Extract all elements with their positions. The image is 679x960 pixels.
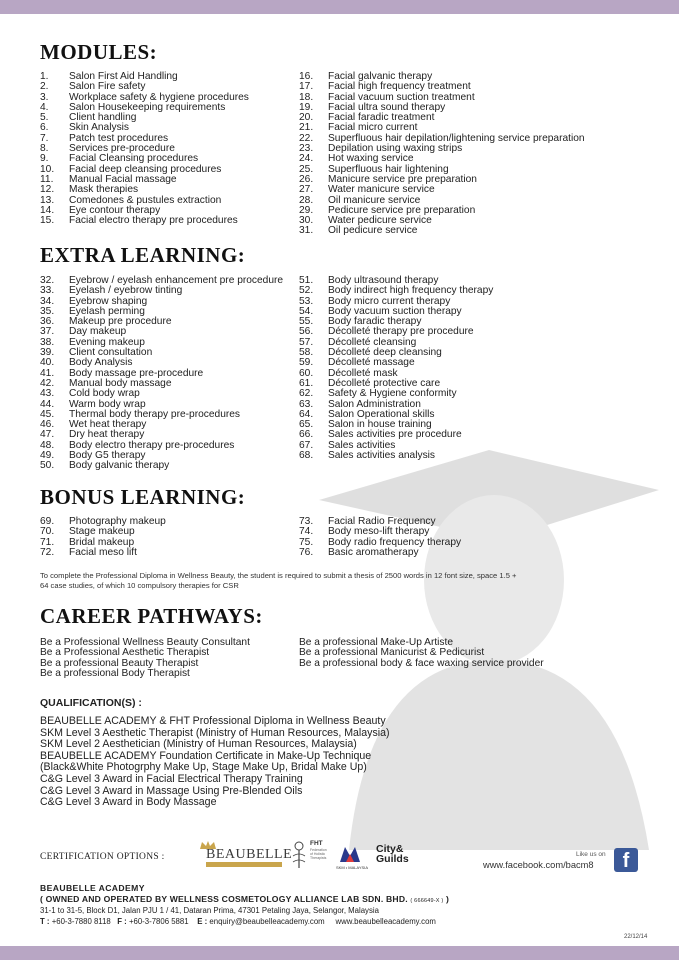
item-number: 55. <box>299 316 314 328</box>
item-text: Body electro therapy pre-procedures <box>69 439 235 451</box>
facebook-url-link[interactable]: www.facebook.com/bacm8 <box>483 860 594 870</box>
item-text: Salon First Aid Handling <box>69 71 178 82</box>
item-number: 67. <box>299 439 314 451</box>
item-number: 51. <box>299 275 314 286</box>
item-number: 14. <box>40 204 55 216</box>
extra-learning-list-right <box>299 276 493 461</box>
item-number: 2. <box>40 81 49 93</box>
phone-number: +60-3-7880 8118 <box>51 917 111 927</box>
item-number: 8. <box>40 143 49 155</box>
item-text: Patch test procedures <box>69 132 169 144</box>
item-number: 35. <box>40 305 55 317</box>
item-text: Facial ultra sound therapy <box>328 101 446 113</box>
item-number: 69. <box>40 516 55 527</box>
item-text: Décolleté massage <box>328 357 415 369</box>
item-number: 34. <box>40 295 55 307</box>
extra-learning-item <box>299 451 493 461</box>
item-number: 59. <box>299 357 314 369</box>
item-text: Safety & Hygiene conformity <box>328 388 457 400</box>
item-text: Dry heat therapy <box>69 429 145 441</box>
item-text: Manual Facial massage <box>69 173 177 185</box>
career-list-right <box>299 638 544 669</box>
footer-contact <box>40 883 449 928</box>
item-text: Depilation using waxing strips <box>328 143 463 155</box>
item-number: 65. <box>299 419 314 431</box>
qualification-item: C&G Level 3 Award in Massage Using Pre-Blended Oils <box>40 784 303 797</box>
bottom-band <box>0 946 679 960</box>
item-number: 6. <box>40 122 49 134</box>
item-text: Client handling <box>69 112 137 124</box>
item-number: 12. <box>40 184 55 196</box>
item-number: 3. <box>40 91 49 103</box>
qualification-item: SKM Level 3 Aesthetic Therapist (Ministry of Human Resources, Malaysia) <box>40 726 390 739</box>
item-number: 37. <box>40 326 55 338</box>
item-text: Body faradic therapy <box>328 316 422 328</box>
item-number: 22. <box>299 132 314 144</box>
qualification-item: (Black&White Photogrphy Make Up, Stage Make Up, Bridal Make Up) <box>40 761 367 774</box>
item-number: 54. <box>299 305 314 317</box>
item-number: 19. <box>299 101 314 113</box>
item-number: 58. <box>299 347 314 359</box>
item-number: 46. <box>40 419 55 431</box>
email-link[interactable]: enquiry@beaubelleacademy.com <box>209 917 325 927</box>
item-text: Eyelash perming <box>69 305 145 317</box>
item-text: Facial Radio Frequency <box>328 516 436 527</box>
item-text: Facial galvanic therapy <box>328 71 433 82</box>
skm-emblem-icon <box>338 844 362 864</box>
item-number: 39. <box>40 347 55 359</box>
item-text: Manicure service pre preparation <box>328 173 477 185</box>
item-number: 70. <box>40 526 55 538</box>
item-number: 76. <box>299 546 314 558</box>
academy-name: BEAUBELLE ACADEMY <box>40 883 145 893</box>
item-text: Sales activities analysis <box>328 450 436 462</box>
item-text: Oil pedicure service <box>328 225 418 237</box>
qualification-item: C&G Level 3 Award in Facial Electrical Therapy Training <box>40 772 303 785</box>
item-text: Body massage pre-procedure <box>69 367 204 379</box>
item-text: Facial electro therapy pre procedures <box>69 215 238 227</box>
item-text: Water pedicure service <box>328 215 432 227</box>
item-text: Stage makeup <box>69 526 135 538</box>
item-number: 68. <box>299 450 314 462</box>
item-text: Eyelash / eyebrow tinting <box>69 285 183 297</box>
item-number: 28. <box>299 194 314 206</box>
item-text: Body galvanic therapy <box>69 460 170 472</box>
item-number: 47. <box>40 429 55 441</box>
item-number: 33. <box>40 285 55 297</box>
item-text: Body Analysis <box>69 357 133 369</box>
item-text: Body vacuum suction therapy <box>328 305 462 317</box>
item-text: Décolleté cleansing <box>328 336 417 348</box>
item-text: Oil manicure service <box>328 194 421 206</box>
item-number: 18. <box>299 91 314 103</box>
like-us-label: Like us on <box>576 851 606 858</box>
item-number: 16. <box>299 71 314 82</box>
top-band <box>0 0 679 14</box>
item-text: Facial micro current <box>328 122 418 134</box>
item-text: Day makeup <box>69 326 127 338</box>
item-number: 1. <box>40 71 49 82</box>
city-and-guilds-logo: City& Guilds <box>376 843 409 865</box>
item-text: Superfluous hair lightening <box>328 163 449 175</box>
fax-number: +60-3-7806 5881 <box>128 917 189 927</box>
item-text: Thermal body therapy pre-procedures <box>69 408 241 420</box>
item-text: Basic aromatherapy <box>328 546 419 558</box>
item-number: 63. <box>299 398 314 410</box>
item-number: 20. <box>299 112 314 124</box>
item-text: Facial deep cleansing procedures <box>69 163 222 175</box>
career-item: Be a Professional Wellness Beauty Consultant <box>40 637 250 648</box>
item-number: 41. <box>40 367 55 379</box>
qualification-item: SKM Level 2 Aesthetician (Ministry of Human Resources, Malaysia) <box>40 738 357 751</box>
item-text: Warm body wrap <box>69 398 146 410</box>
item-number: 9. <box>40 153 49 165</box>
item-number: 71. <box>40 536 55 548</box>
qualifications-heading: QUALIFICATION(S) : <box>40 697 142 709</box>
item-number: 45. <box>40 408 55 420</box>
qualification-item: BEAUBELLE ACADEMY Foundation Certificate in Make-Up Technique <box>40 749 372 762</box>
item-number: 36. <box>40 316 55 328</box>
item-text: Hot waxing service <box>328 153 414 165</box>
bonus-learning-heading: BONUS LEARNING: <box>40 485 246 509</box>
item-number: 60. <box>299 367 314 379</box>
item-text: Services pre-procedure <box>69 143 175 155</box>
qualifications-list <box>40 716 390 809</box>
item-text: Makeup pre procedure <box>69 316 172 328</box>
item-number: 31. <box>299 225 314 237</box>
item-text: Eyebrow shaping <box>69 295 148 307</box>
item-text: Facial vacuum suction treatment <box>328 91 475 103</box>
item-text: Client consultation <box>69 347 153 359</box>
item-text: Décolleté therapy pre procedure <box>328 326 474 338</box>
career-pathways-heading: CAREER PATHWAYS: <box>40 604 263 628</box>
item-number: 4. <box>40 101 49 113</box>
owner-statement: ( OWNED AND OPERATED BY WELLNESS COSMETOLOGY ALLIANCE LAB SDN. BHD. ( 666649-X ) ) <box>40 893 450 904</box>
item-number: 61. <box>299 377 314 389</box>
bonus-learning-list-right <box>299 517 461 558</box>
item-number: 52. <box>299 285 314 297</box>
item-number: 42. <box>40 377 55 389</box>
item-number: 11. <box>40 173 54 185</box>
skm-malaysia-logo: SKM • MALAYSIA <box>338 844 362 872</box>
item-text: Facial faradic treatment <box>328 112 435 124</box>
module-item <box>40 216 249 226</box>
item-number: 44. <box>40 398 55 410</box>
fht-emblem-icon <box>290 840 308 872</box>
item-text: Superfluous hair depilation/lightening service preparation <box>328 132 585 144</box>
extra-learning-list-left <box>40 276 283 472</box>
item-text: Workplace safety & hygiene procedures <box>69 91 249 103</box>
item-number: 64. <box>299 408 314 420</box>
career-list-left <box>40 638 250 679</box>
item-text: Sales activities pre procedure <box>328 429 462 441</box>
item-number: 38. <box>40 336 55 348</box>
bonus-learning-list-left <box>40 517 166 558</box>
career-item: Be a professional Body Therapist <box>40 667 190 679</box>
item-number: 5. <box>40 112 49 124</box>
item-number: 25. <box>299 163 314 175</box>
item-number: 7. <box>40 132 49 144</box>
item-number: 24. <box>299 153 314 165</box>
item-text: Evening makeup <box>69 336 145 348</box>
item-text: Sales activities <box>328 439 396 451</box>
career-item: Be a professional Make-Up Artiste <box>299 637 454 648</box>
item-number: 48. <box>40 439 55 451</box>
item-number: 32. <box>40 275 55 286</box>
item-number: 56. <box>299 326 314 338</box>
address-line: 31-1 to 31-5, Block D1, Jalan PJU 1 / 41, Dataran Prima, 47301 Petaling Jaya, Selangor, Malaysia <box>40 906 379 916</box>
item-text: Body micro current therapy <box>328 295 451 307</box>
modules-list-right <box>299 72 585 237</box>
item-text: Eyebrow / eyelash enhancement pre procedure <box>69 275 284 286</box>
item-number: 29. <box>299 204 314 216</box>
item-text: Salon Fire safety <box>69 81 146 93</box>
item-text: Body G5 therapy <box>69 450 146 462</box>
career-item: Be a professional body & face waxing service provider <box>299 657 544 669</box>
bonus-learning-item <box>299 548 461 558</box>
item-number: 10. <box>40 163 55 175</box>
item-text: Salon in house training <box>328 419 432 431</box>
item-number: 17. <box>299 81 314 93</box>
modules-heading: MODULES: <box>40 40 158 64</box>
diploma-requirement-note: To complete the Professional Diploma in Wellness Beauty, the student is required to submit a thesis of 2500 words in 12 font size, space 1.5 + 64 case studies, of which 10 compulsory therapies for CSR <box>40 571 517 590</box>
item-number: 27. <box>299 184 314 196</box>
item-number: 53. <box>299 295 314 307</box>
item-number: 49. <box>40 450 55 462</box>
fht-logo: FHT Federation of Holistic Therapists <box>290 840 330 874</box>
modules-list-left <box>40 72 249 226</box>
item-number: 30. <box>299 215 314 227</box>
item-text: Cold body wrap <box>69 388 140 400</box>
item-text: Facial meso lift <box>69 546 137 558</box>
item-number: 73. <box>299 516 314 527</box>
contact-line: T : +60-3-7880 8118 F : +60-3-7806 5881 E : enquiry@beaubelleacademy.com www.beaubelleacademy.com <box>40 917 436 927</box>
item-number: 66. <box>299 429 314 441</box>
item-text: Décolleté deep cleansing <box>328 347 442 359</box>
qualification-item: C&G Level 3 Award in Body Massage <box>40 796 217 809</box>
item-number: 26. <box>299 173 314 185</box>
website-link[interactable]: www.beaubelleacademy.com <box>335 917 436 927</box>
item-text: Salon Housekeeping requirements <box>69 101 226 113</box>
item-number: 75. <box>299 536 314 548</box>
item-text: Comedones & pustules extraction <box>69 194 222 206</box>
item-number: 21. <box>299 122 314 134</box>
career-item: Be a professional Beauty Therapist <box>40 657 199 669</box>
item-text: Skin Analysis <box>69 122 130 134</box>
item-text: Mask therapies <box>69 184 139 196</box>
item-number: 50. <box>40 460 55 472</box>
item-number: 23. <box>299 143 314 155</box>
item-text: Salon Administration <box>328 398 421 410</box>
item-number: 62. <box>299 388 314 400</box>
item-number: 57. <box>299 336 314 348</box>
item-number: 43. <box>40 388 55 400</box>
item-text: Wet heat therapy <box>69 419 147 431</box>
item-text: Décolleté mask <box>328 367 398 379</box>
item-text: Salon Operational skills <box>328 408 435 420</box>
item-text: Body ultrasound therapy <box>328 275 439 286</box>
item-text: Body radio frequency therapy <box>328 536 462 548</box>
item-text: Pedicure service pre preparation <box>328 204 476 216</box>
module-item <box>299 226 585 236</box>
item-text: Photography makeup <box>69 516 166 527</box>
item-text: Manual body massage <box>69 377 172 389</box>
extra-learning-item <box>40 461 283 471</box>
item-text: Body meso-lift therapy <box>328 526 430 538</box>
certification-options-label: CERTIFICATION OPTIONS : <box>40 852 165 862</box>
item-number: 40. <box>40 357 55 369</box>
extra-learning-heading: EXTRA LEARNING: <box>40 243 246 267</box>
qualification-item: BEAUBELLE ACADEMY & FHT Professional Diploma in Wellness Beauty <box>40 715 386 727</box>
item-text: Bridal makeup <box>69 536 135 548</box>
item-text: Facial Cleansing procedures <box>69 153 199 165</box>
item-number: 15. <box>40 215 55 227</box>
item-number: 13. <box>40 194 55 206</box>
item-text: Water manicure service <box>328 184 435 196</box>
item-text: Décolleté protective care <box>328 377 441 389</box>
career-item: Be a professional Manicurist & Pedicurist <box>299 647 485 659</box>
item-text: Body indirect high frequency therapy <box>328 285 494 297</box>
item-text: Eye contour therapy <box>69 204 161 216</box>
item-number: 72. <box>40 546 55 558</box>
career-item: Be a Professional Aesthetic Therapist <box>40 647 210 659</box>
item-text: Facial high frequency treatment <box>328 81 471 93</box>
beaubelle-logo: BEAUBELLE <box>198 840 284 868</box>
facebook-icon[interactable]: f <box>614 848 638 872</box>
bonus-learning-item <box>40 548 166 558</box>
date-stamp: 22/12/14 <box>624 934 648 940</box>
item-number: 74. <box>299 526 314 538</box>
